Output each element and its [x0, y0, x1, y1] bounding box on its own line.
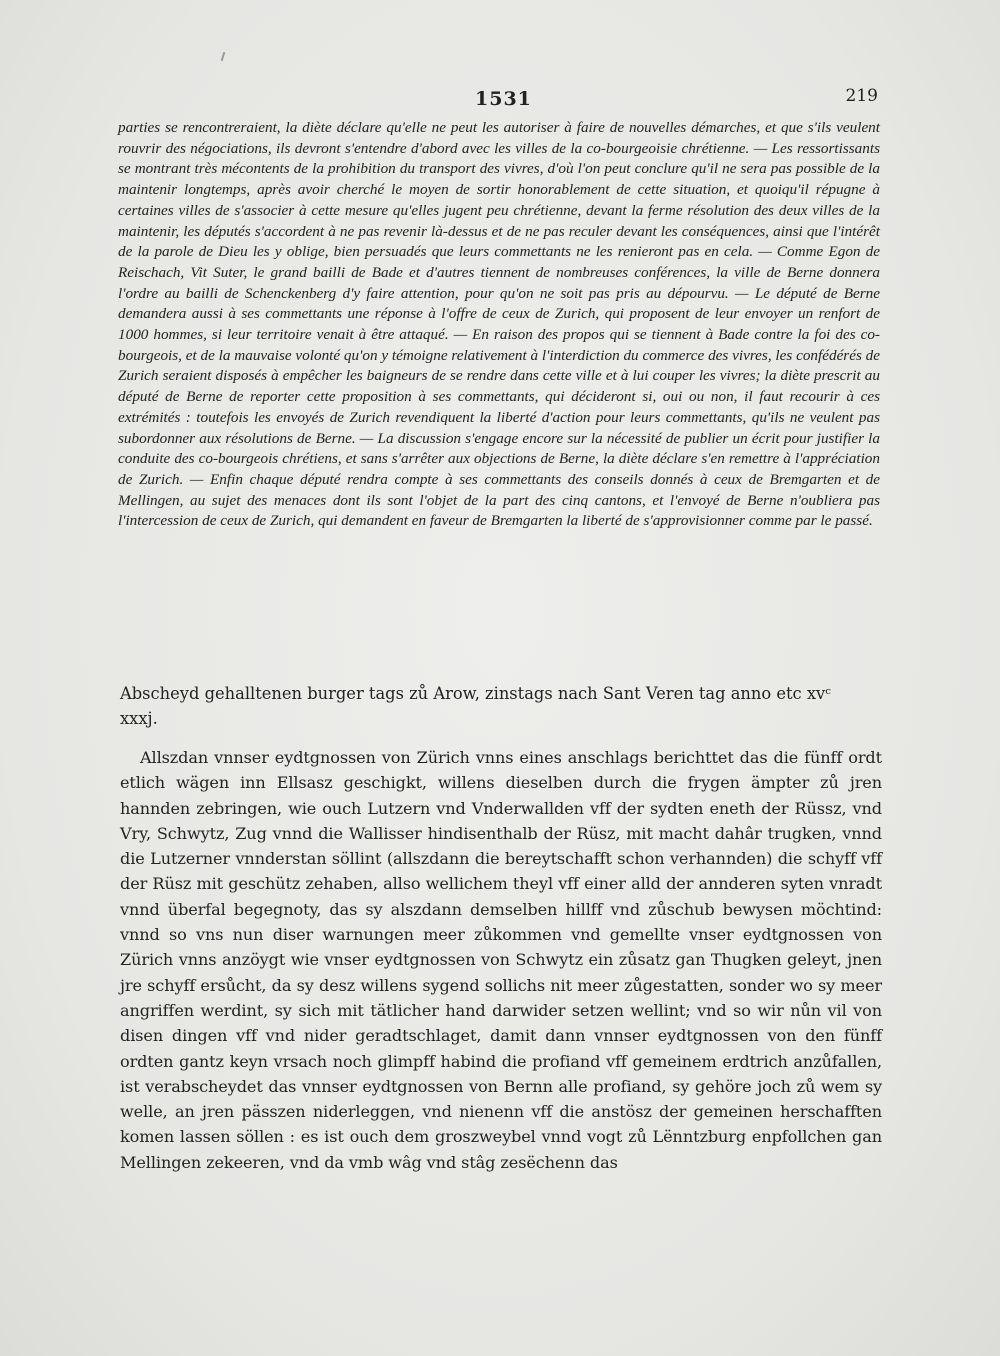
document-body-paragraph: Allszdan vnnser eydtgnossen von Zürich vnns eines anschlags berichttet das die fünff ordt etlich wägen inn Ellsasz geschigkt, willens dieselben durch die frygen ämpter zů jren hannden zebringen, wie ouch Lutzern vnd Vnderwallden vff der sydten eneth der Rüssz, vnd Vry, Schwytz, Zug vnnd die Wallisser hindisenthalb der Rüsz, mit macht dahâr trugken, vnnd die Lutzerner vnnderstan söllint (allszdann die bereytschafft schon verhannden) die schyff vff der Rüsz mit geschütz zehaben, allso wellichem theyl vff einer alld der annderen syten vnradt vnnd überfal begegnoty, das sy alszdann demselben hillff vnd zůschub bewysen möchtind: vnnd so vns nun diser warnungen meer zůkommen vnd gemellte vnser eydtgnossen von Zürich vnns anzöygt wie vnser eydtgnossen von Schwytz ein zůsatz gan Thugken geleyt, jnen jre schyff ersůcht, da sy desz willens sygend sollichs nit meer zůgestatten, sonder wo sy meer angriffen werdint, sy sich mit tätlicher hand darwider setzen wellint; vnd so wir nůn vil von disen dingen vff vnd nider geradtschlaget, damit dann vnnser eydtgnossen von den fünff ordten gantz keyn vrsach noch glimpff habind die profiand vff gemeinem erdtrich anzůfallen, ist verabscheydet das vnnser eydtgnossen von Bernn alle profiand, sy gehöre joch zů wem sy welle, an jren pässzen niderleggen, vnd nienenn vff die anstösz der gemeinen herschafften komen lassen söllen : es ist ouch dem groszweybel vnnd vogt zů Lënntzburg enpfollchen gan Mellingen zekeeren, vnd da vmb wâg vnd stâg zesëchenn das — [120, 748, 882, 1172]
page-year: 1531 — [475, 88, 532, 110]
document-heading: Abscheyd gehalltenen burger tags zů Arow, zinstags nach Sant Veren tag anno etc xvᶜ xxxj. — [120, 684, 831, 728]
page-number: 219 — [845, 86, 878, 106]
french-summary-paragraph: parties se rencontreraient, la diète déclare qu'elle ne peut les autoriser à faire de nouvelles démarches, et que s'ils veulent rouvrir des négociations, ils devront s'entendre d'abord avec les villes de la co-bourgeoisie chrétienne. — Les ressortissants se montrant très mécontents de la prohibition du transport des vivres, d'où l'on peut conclure qu'il ne sera pas possible de la maintenir longtemps, après avoir cherché le moyen de sortir honorablement de cette situation, et quoiqu'il répugne à certaines villes de s'associer à cette mesure qu'elles jugent peu chrétienne, devant la ferme résolution des deux villes de la maintenir, les députés s'accordent à ne pas revenir là-dessus et de ne pas reculer devant les conséquences, ainsi que l'intérêt de la parole de Dieu les y oblige, bien persuadés que leurs commettants ne les renieront pas en cela. — Comme Egon de Reischach, Vit Suter, le grand bailli de Bade et d'autres tiennent de nombreuses conférences, la ville de Berne donnera l'ordre au bailli de Schenckenberg d'y faire attention, pour qu'on ne soit pas pris au dépourvu. — Le député de Berne demandera aussi à ses commettants une réponse à l'offre de ceux de Zurich, qui proposent de leur envoyer un renfort de 1000 hommes, si leur territoire venait à être attaqué. — En raison des propos qui se tiennent à Bade contre la foi des co-bourgeois, et de la mauvaise volonté qu'on y témoigne relativement à l'interdiction du commerce des vivres, les confédérés de Zurich seraient disposés à empêcher les baigneurs de se rendre dans cette ville et à lui couper les vivres; la diète prescrit au député de Berne de reporter cette proposition à ses commettants, qui décideront si, oui ou non, il faut recourir à ces extrémités : toutefois les envoyés de Zurich revendiquent la liberté d'action pour leurs commettants, qu'ils ne veulent pas subordonner aux résolutions de Berne. — La discussion s'engage encore sur la nécessité de publier un écrit pour justifier la conduite des co-bourgeois chrétiens, et sans s'arrêter aux objections de Berne, la diète déclare s'en remettre à l'appréciation de Zurich. — Enfin chaque député rendra compte à ses commettants des conseils donnés à ceux de Bremgarten et de Mellingen, au sujet des menaces dont ils sont l'objet de la part des cinq cantons, et l'envoyé de Berne n'oubliera pas l'intercession de ceux de Zurich, qui demandent en faveur de Bremgarten la liberté de s'approvisionner comme par le passé. — [118, 119, 880, 530]
stray-mark — [221, 52, 226, 61]
page-header — [120, 82, 880, 112]
